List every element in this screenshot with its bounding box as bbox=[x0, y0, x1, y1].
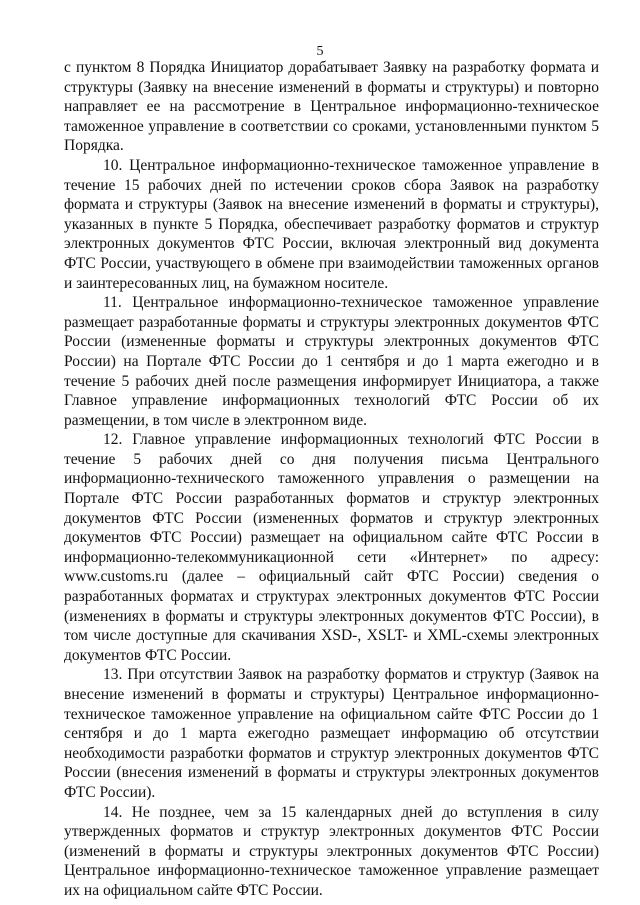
page-number: 5 bbox=[316, 44, 324, 59]
paragraph-13: 13. При отсутствии Заявок на разработку форматов и структур (Заявок на внесение изменений в форматы и структуры) Центральное информационно-техническое таможенное управление на официальном сайте ФТС России до 1 сентября и до 1 марта ежегодно размещает информацию об отсутствии необходимости разработки форматов и структур электронных документов ФТС России (внесения изменений в форматы и структуры электронных документов ФТС России). bbox=[64, 666, 599, 801]
paragraph-14: 14. Не позднее, чем за 15 календарных дней до вступления в силу утвержденных форматов и структур электронных документов ФТС России (изменений в форматы и структуры электронных документов ФТС России) Центральное информационно-техническое таможенное управление размещает их на официальном сайте ФТС России. bbox=[64, 803, 599, 899]
document-body bbox=[64, 58, 599, 901]
paragraph-continuation: с пунктом 8 Порядка Инициатор дорабатывает Заявку на разработку формата и структуры (Заявку на внесение изменений в форматы и структуры) и повторно направляет ее на рассмотрение в Центральное информационно-техническое таможенное управление в соответствии со сроками, установленными пунктом 5 Порядка. bbox=[64, 59, 599, 155]
paragraph-10: 10. Центральное информационно-техническое таможенное управление в течение 15 рабочих дней по истечении сроков сбора Заявок на разработку формата и структуры (Заявок на внесение изменений в форматы и структуры), указанных в пункте 5 Порядка, обеспечивает разработку форматов и структур электронных документов ФТС России, включая электронный вид документа ФТС России, участвующего в обмене при взаимодействии таможенных органов и заинтересованных лиц, на бумажном носителе. bbox=[64, 156, 599, 292]
paragraph-11: 11. Центральное информационно-техническое таможенное управление размещает разработанные форматы и структуры электронных документов ФТС России (измененные форматы и структуры электронных документов ФТС России) на Портале ФТС России до 1 сентября и до 1 марта ежегодно и в течение 5 рабочих дней после размещения информирует Инициатора, а также Главное управление информационных технологий ФТС России об их размещении, в том числе в электронном виде. bbox=[64, 294, 599, 429]
paragraph-12: 12. Главное управление информационных технологий ФТС России в течение 5 рабочих дней со дня получения письма Центрального информационно-технического таможенного управления о размещении на Портале ФТС России разработанных форматов и структур электронных документов ФТС России (измененных форматов и структур электронных документов ФТС России) размещает на официальном сайте ФТС России в информационно-телекоммуникационной сети «Интернет» по адресу: www.customs.ru (далее – официальный сайт ФТС России) сведения о разработанных форматах и структурах электронных документов ФТС России (изменениях в форматы и структуры электронных документов ФТС России), в том числе доступные для скачивания XSD-, XSLT- и XML-схемы электронных документов ФТС России. bbox=[64, 431, 599, 664]
